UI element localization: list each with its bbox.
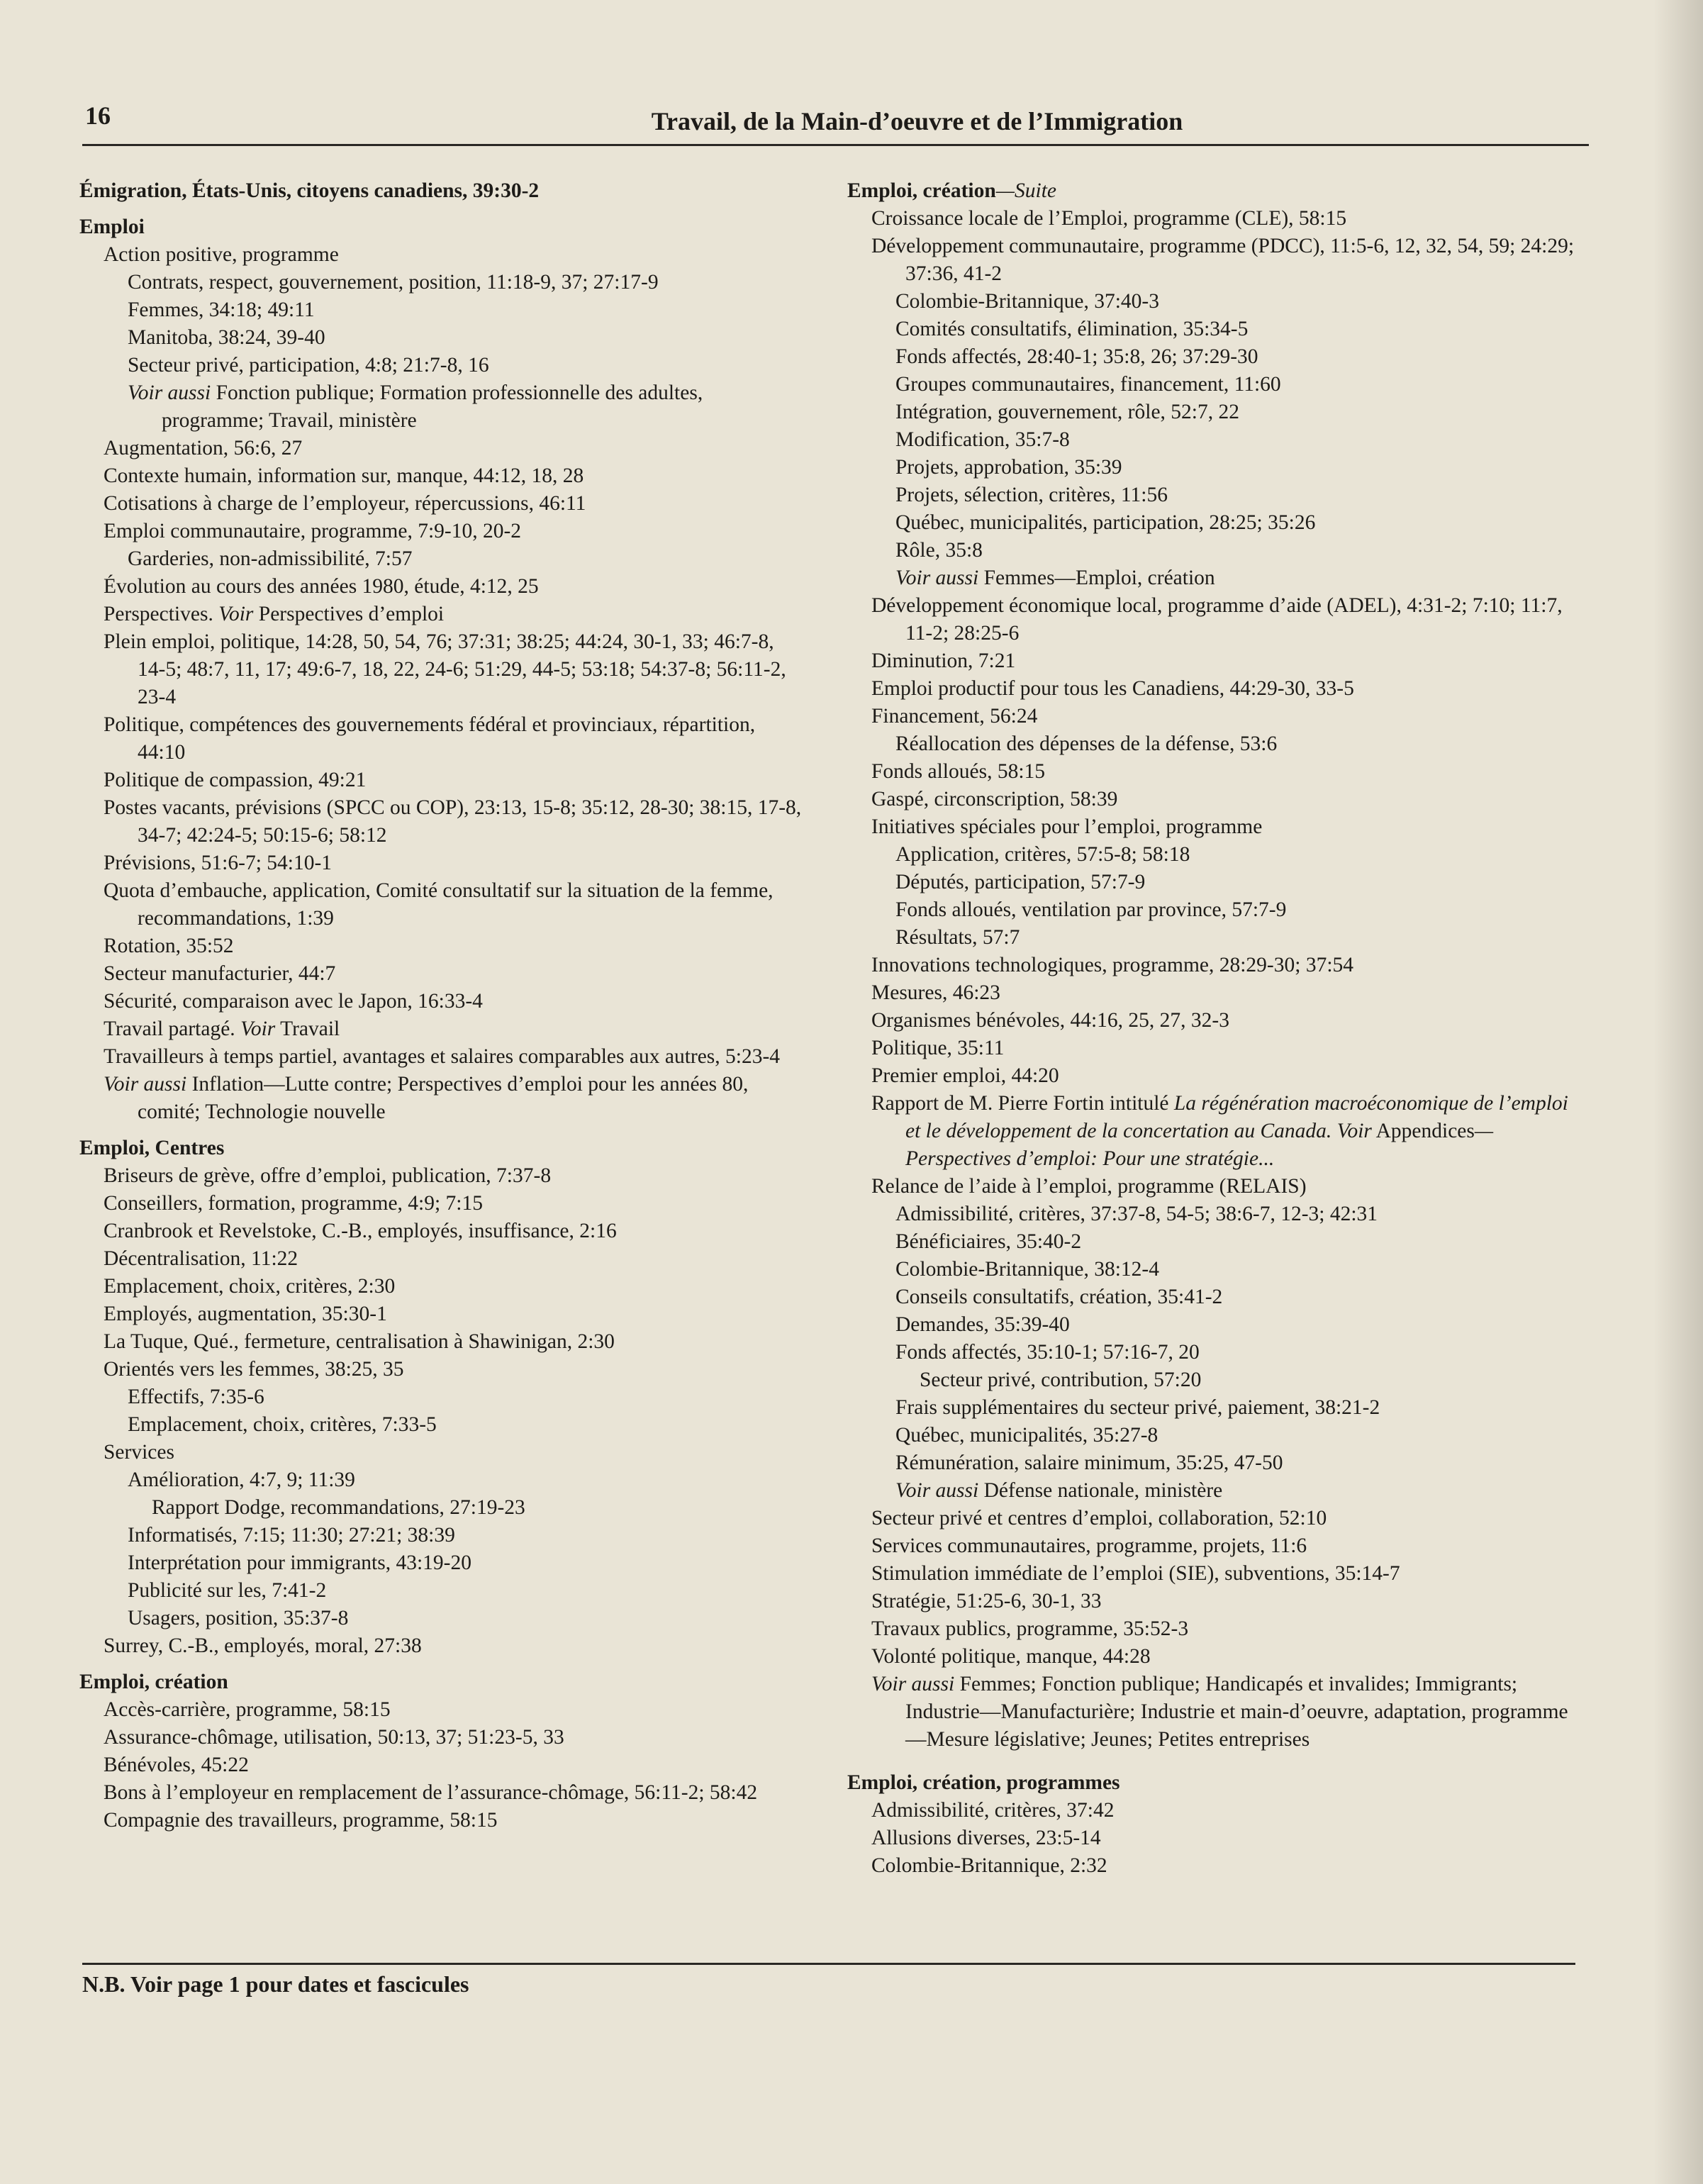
index-entry: Stimulation immédiate de l’emploi (SIE), subventions, 35:14-7 <box>871 1562 1400 1585</box>
index-entry: Quota d’embauche, application, Comité consultatif sur la situation de la femme, recommandations, 1:39 <box>104 879 774 930</box>
index-entry: Bénéficiaires, 35:40-2 <box>895 1230 1082 1253</box>
index-entry: Décentralisation, 11:22 <box>104 1247 298 1270</box>
index-entry: Québec, municipalités, participation, 28:25; 35:26 <box>895 511 1316 534</box>
index-entry: Emplacement, choix, critères, 2:30 <box>104 1275 396 1298</box>
index-entry: Financement, 56:24 <box>871 705 1038 728</box>
index-entry: Travail partagé. Voir Travail <box>104 1018 340 1040</box>
index-entry: Fonds alloués, 58:15 <box>871 760 1046 783</box>
index-entry: Rapport Dodge, recommandations, 27:19-23 <box>152 1496 525 1519</box>
page-header <box>82 101 1589 143</box>
index-entry: Rémunération, salaire minimum, 35:25, 47-50 <box>895 1452 1283 1474</box>
index-entry: La Tuque, Qué., fermeture, centralisation à Shawinigan, 2:30 <box>104 1330 615 1353</box>
index-entry: Fonds alloués, ventilation par province, 57:7-9 <box>895 898 1287 921</box>
index-heading: Emploi <box>79 216 145 238</box>
index-entry: Québec, municipalités, 35:27-8 <box>895 1424 1158 1447</box>
index-entry: Secteur privé et centres d’emploi, collaboration, 52:10 <box>871 1507 1327 1530</box>
index-entry: Députés, participation, 57:7-9 <box>895 871 1146 893</box>
index-entry: Secteur privé, contribution, 57:20 <box>920 1369 1202 1391</box>
index-entry: Frais supplémentaires du secteur privé, paiement, 38:21-2 <box>895 1396 1380 1419</box>
index-entry: Politique, compétences des gouvernements fédéral et provinciaux, répartition, 44:10 <box>104 713 756 764</box>
index-entry: Organismes bénévoles, 44:16, 25, 27, 32-3 <box>871 1009 1229 1032</box>
index-entry: Travailleurs à temps partiel, avantages et salaires comparables aux autres, 5:23-4 <box>104 1045 781 1068</box>
index-entry: Initiatives spéciales pour l’emploi, programme <box>871 815 1263 838</box>
index-entry: Amélioration, 4:7, 9; 11:39 <box>128 1469 355 1491</box>
index-entry: Gaspé, circonscription, 58:39 <box>871 788 1118 810</box>
index-entry: Politique de compassion, 49:21 <box>104 769 367 791</box>
index-entry: Projets, approbation, 35:39 <box>895 456 1122 479</box>
index-entry: Services communautaires, programme, projets, 11:6 <box>871 1534 1307 1557</box>
index-entry: Premier emploi, 44:20 <box>871 1064 1059 1087</box>
index-entry: Prévisions, 51:6-7; 54:10-1 <box>104 852 333 874</box>
index-entry: Modification, 35:7-8 <box>895 428 1070 451</box>
index-entry: Conseillers, formation, programme, 4:9; 7:15 <box>104 1192 484 1215</box>
index-entry: Action positive, programme <box>104 243 339 266</box>
index-entry: Postes vacants, prévisions (SPCC ou COP), 23:13, 15-8; 35:12, 28-30; 38:15, 17-8, 34-7; 42:24-5; 50:15-6; 58:12 <box>104 796 802 847</box>
index-entry: Admissibilité, critères, 37:37-8, 54-5; 38:6-7, 12-3; 42:31 <box>895 1203 1378 1225</box>
index-column-left <box>79 177 806 1834</box>
index-entry: Fonds affectés, 35:10-1; 57:16-7, 20 <box>895 1341 1200 1364</box>
index-entry: Services <box>104 1441 174 1464</box>
index-entry: Employés, augmentation, 35:30-1 <box>104 1303 387 1325</box>
index-entry: Rotation, 35:52 <box>104 935 234 957</box>
index-entry: Orientés vers les femmes, 38:25, 35 <box>104 1358 404 1381</box>
index-entry: Accès-carrière, programme, 58:15 <box>104 1698 391 1721</box>
index-entry: Intégration, gouvernement, rôle, 52:7, 22 <box>895 401 1239 423</box>
index-entry: Emplacement, choix, critères, 7:33-5 <box>128 1413 437 1436</box>
index-entry: Volonté politique, manque, 44:28 <box>871 1645 1151 1668</box>
index-heading: Emploi, création, programmes <box>847 1771 1120 1794</box>
index-entry: Mesures, 46:23 <box>871 981 1000 1004</box>
index-entry: Conseils consultatifs, création, 35:41-2 <box>895 1286 1223 1308</box>
index-entry: Émigration, États-Unis, citoyens canadiens, 39:30-2 <box>79 179 540 202</box>
index-entry: Publicité sur les, 7:41-2 <box>128 1579 327 1602</box>
index-entry: Stratégie, 51:25-6, 30-1, 33 <box>871 1590 1102 1612</box>
index-entry: Comités consultatifs, élimination, 35:34-5 <box>895 318 1249 340</box>
index-entry: Bénévoles, 45:22 <box>104 1754 249 1776</box>
index-entry: Contrats, respect, gouvernement, position, 11:18-9, 37; 27:17-9 <box>128 271 659 294</box>
index-heading: Emploi, création—Suite <box>847 179 1056 202</box>
index-entry: Croissance locale de l’Emploi, programme (CLE), 58:15 <box>871 207 1347 230</box>
index-entry: Réallocation des dépenses de la défense, 53:6 <box>895 732 1278 755</box>
page-edge-shadow <box>1653 0 1703 2184</box>
index-column-right <box>847 177 1585 1880</box>
index-entry: Développement économique local, programme d’aide (ADEL), 4:31-2; 7:10; 11:7, 11-2; 28:25-6 <box>871 594 1563 645</box>
index-entry: Résultats, 57:7 <box>895 926 1020 949</box>
index-entry: Emploi communautaire, programme, 7:9-10, 20-2 <box>104 520 522 542</box>
index-entry: Admissibilité, critères, 37:42 <box>871 1799 1115 1822</box>
index-entry: Diminution, 7:21 <box>871 650 1016 672</box>
footer-note: N.B. Voir page 1 pour dates et fascicules <box>82 1971 469 1997</box>
index-entry: Politique, 35:11 <box>871 1037 1005 1059</box>
index-entry: Cranbrook et Revelstoke, C.-B., employés, insuffisance, 2:16 <box>104 1220 617 1242</box>
running-title: Travail, de la Main-d’oeuvre et de l’Immigration <box>651 107 1183 135</box>
index-entry: Sécurité, comparaison avec le Japon, 16:33-4 <box>104 990 483 1013</box>
index-entry: Colombie-Britannique, 37:40-3 <box>895 290 1159 313</box>
index-entry: Contexte humain, information sur, manque, 44:12, 18, 28 <box>104 464 584 487</box>
index-entry: Voir aussi Défense nationale, ministère <box>895 1479 1223 1502</box>
index-entry: Usagers, position, 35:37-8 <box>128 1607 349 1629</box>
index-entry: Application, critères, 57:5-8; 58:18 <box>895 843 1190 866</box>
index-entry: Manitoba, 38:24, 39-40 <box>128 326 325 349</box>
index-heading: Emploi, Centres <box>79 1137 225 1159</box>
index-entry: Garderies, non-admissibilité, 7:57 <box>128 547 413 570</box>
header-rule <box>82 144 1589 146</box>
footer-rule <box>82 1963 1575 1965</box>
index-entry: Rapport de M. Pierre Fortin intitulé La régénération macroéconomique de l’emploi et le développement de la concertation au Canada. Voir Appendices—Perspectives d’emploi: Pour une stratégie... <box>871 1092 1568 1170</box>
index-entry: Perspectives. Voir Perspectives d’emploi <box>104 603 445 625</box>
index-entry: Emploi productif pour tous les Canadiens, 44:29-30, 33-5 <box>871 677 1354 700</box>
index-entry: Groupes communautaires, financement, 11:60 <box>895 373 1281 396</box>
index-entry: Voir aussi Fonction publique; Formation professionnelle des adultes, programme; Travail, ministère <box>128 381 703 432</box>
index-entry: Demandes, 35:39-40 <box>895 1313 1070 1336</box>
page-number: 16 <box>85 101 111 130</box>
index-entry: Plein emploi, politique, 14:28, 50, 54, 76; 37:31; 38:25; 44:24, 30-1, 33; 46:7-8, 14-5; 48:7, 11, 17; 49:6-7, 18, 22, 24-6; 51:29, 44-5; 53:18; 54:37-8; 56:11-2, 23-4 <box>104 630 786 708</box>
index-entry: Évolution au cours des années 1980, étude, 4:12, 25 <box>104 575 539 598</box>
index-entry: Colombie-Britannique, 38:12-4 <box>895 1258 1159 1281</box>
index-heading: Emploi, création <box>79 1671 228 1693</box>
index-entry: Rôle, 35:8 <box>895 539 983 562</box>
index-entry: Interprétation pour immigrants, 43:19-20 <box>128 1551 472 1574</box>
index-entry: Voir aussi Femmes; Fonction publique; Handicapés et invalides; Immigrants; Industrie—Manufacturière; Industrie et main-d’oeuvre, adaptation, programme—Mesure législative; Jeunes; Petites entreprises <box>871 1673 1568 1751</box>
index-entry: Fonds affectés, 28:40-1; 35:8, 26; 37:29-30 <box>895 345 1258 368</box>
index-entry: Allusions diverses, 23:5-14 <box>871 1827 1101 1849</box>
index-entry: Voir aussi Inflation—Lutte contre; Perspectives d’emploi pour les années 80, comité; Technologie nouvelle <box>104 1073 749 1123</box>
index-entry: Informatisés, 7:15; 11:30; 27:21; 38:39 <box>128 1524 455 1547</box>
index-entry: Femmes, 34:18; 49:11 <box>128 299 315 321</box>
index-entry: Colombie-Britannique, 2:32 <box>871 1854 1107 1877</box>
index-entry: Secteur privé, participation, 4:8; 21:7-8, 16 <box>128 354 489 377</box>
index-entry: Secteur manufacturier, 44:7 <box>104 962 336 985</box>
index-entry: Augmentation, 56:6, 27 <box>104 437 303 459</box>
index-entry: Innovations technologiques, programme, 28:29-30; 37:54 <box>871 954 1354 976</box>
index-entry: Relance de l’aide à l’emploi, programme (RELAIS) <box>871 1175 1307 1198</box>
index-entry: Assurance-chômage, utilisation, 50:13, 37; 51:23-5, 33 <box>104 1726 564 1749</box>
index-entry: Bons à l’employeur en remplacement de l’assurance-chômage, 56:11-2; 58:42 <box>104 1781 758 1804</box>
index-entry: Travaux publics, programme, 35:52-3 <box>871 1617 1189 1640</box>
index-entry: Projets, sélection, critères, 11:56 <box>895 484 1168 506</box>
index-entry: Compagnie des travailleurs, programme, 58:15 <box>104 1809 498 1832</box>
index-entry: Briseurs de grève, offre d’emploi, publication, 7:37-8 <box>104 1164 552 1187</box>
index-entry: Développement communautaire, programme (PDCC), 11:5-6, 12, 32, 54, 59; 24:29; 37:36, 41-2 <box>871 235 1575 285</box>
index-entry: Effectifs, 7:35-6 <box>128 1386 264 1408</box>
index-entry: Voir aussi Femmes—Emploi, création <box>895 567 1215 589</box>
index-entry: Surrey, C.-B., employés, moral, 27:38 <box>104 1634 422 1657</box>
index-entry: Cotisations à charge de l’employeur, répercussions, 46:11 <box>104 492 586 515</box>
